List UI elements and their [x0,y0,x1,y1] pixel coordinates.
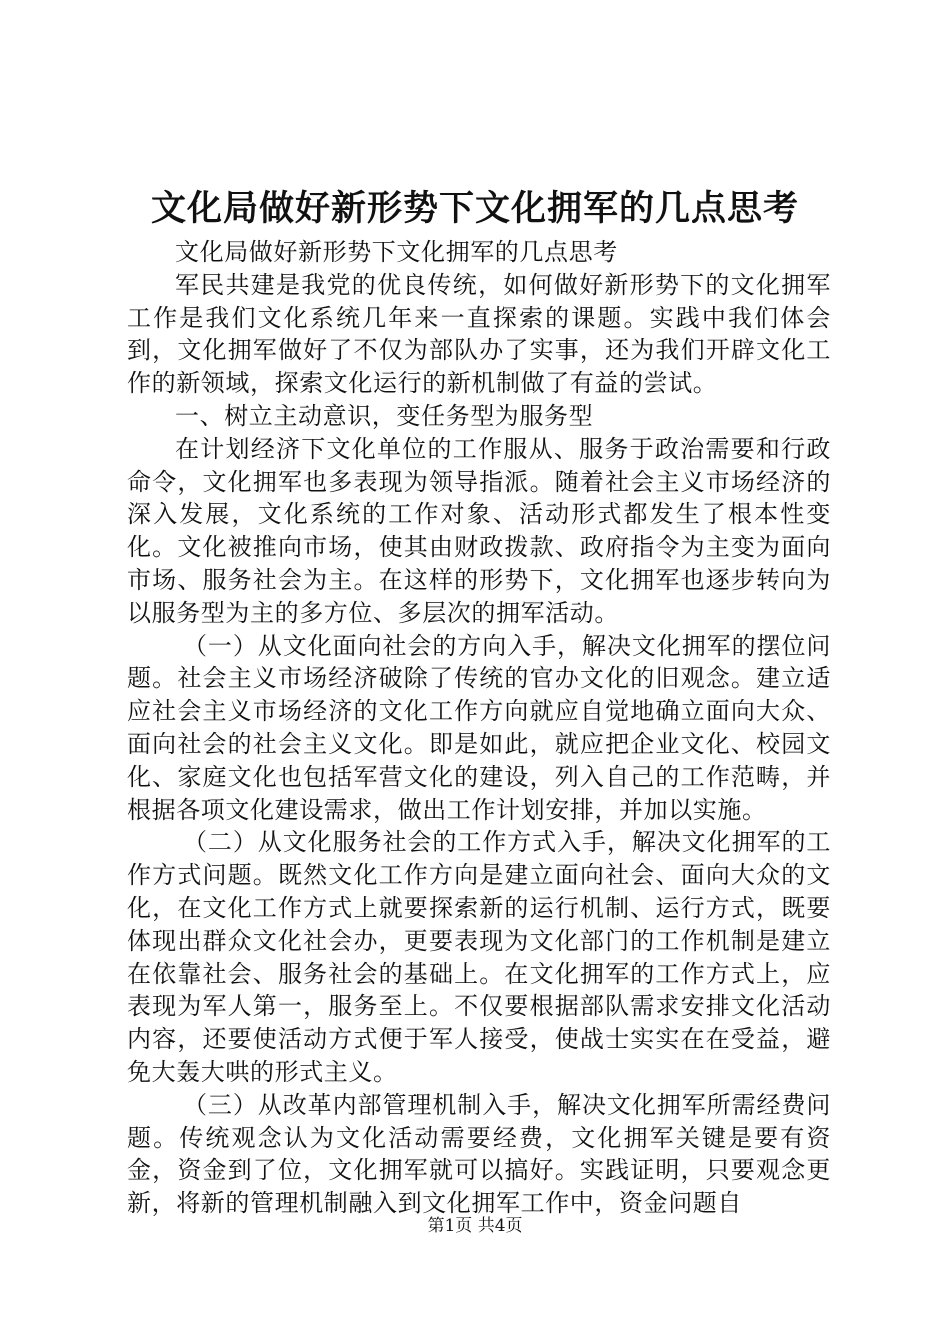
paragraph-point-3: （三）从改革内部管理机制入手，解决文化拥军所需经费问题。传统观念认为文化活动需要经费，文化拥军关键是要有资金，资金到了位，文化拥军就可以搞好。实践证明，只要观念更新，将新的管理机制融入到文化拥军工作中，资金问题自 [127,1090,831,1218]
paragraph-point-2: （二）从文化服务社会的工作方式入手，解决文化拥军的工作方式问题。既然文化工作方向是建立面向社会、面向大众的文化，在文化工作方式上就要探索新的运行机制、运行方式，既要体现出群众文化社会办，更要表现为文化部门的工作机制是建立在依靠社会、服务社会的基础上。在文化拥军的工作方式上，应表现为军人第一，服务至上。不仅要根据部队需求安排文化活动内容，还要使活动方式便于军人接受，使战士实实在在受益，避免大轰大哄的形式主义。 [127,828,831,1086]
paragraph-point-1: （一）从文化面向社会的方向入手，解决文化拥军的摆位问题。社会主义市场经济破除了传统的官办文化的旧观念。建立适应社会主义市场经济的文化工作方向就应自觉地确立面向大众、面向社会的社会主义文化。即是如此，就应把企业文化、校园文化、家庭文化也包括军营文化的建设，列入自己的工作范畴，并根据各项文化建设需求，做出工作计划安排，并加以实施。 [127,631,831,824]
section-heading-1: 一、树立主动意识，变任务型为服务型 [175,401,594,430]
paragraph-subtitle: 文化局做好新形势下文化拥军的几点思考 [175,238,618,266]
paragraph-intro: 军民共建是我党的优良传统，如何做好新形势下的文化拥军工作是我们文化系统几年来一直探索的课题。实践中我们体会到，文化拥军做好了不仅为部队办了实事，还为我们开辟文化工作的新领域，探索文化运行的新机制做了有益的尝试。 [127,270,831,398]
page-number-footer: 第1页 共4页 [427,1216,523,1236]
document-title: 文化局做好新形势下文化拥军的几点思考 [150,188,799,229]
paragraph-section-1: 在计划经济下文化单位的工作服从、服务于政治需要和行政命令，文化拥军也多表现为领导指派。随着社会主义市场经济的深入发展，文化系统的工作对象、活动形式都发生了根本性变化。文化被推向市场，使其由财政拨款、政府指令为主变为面向市场、服务社会为主。在这样的形势下，文化拥军也逐步转向为以服务型为主的多方位、多层次的拥军活动。 [127,434,831,627]
document-body [127,236,831,1220]
